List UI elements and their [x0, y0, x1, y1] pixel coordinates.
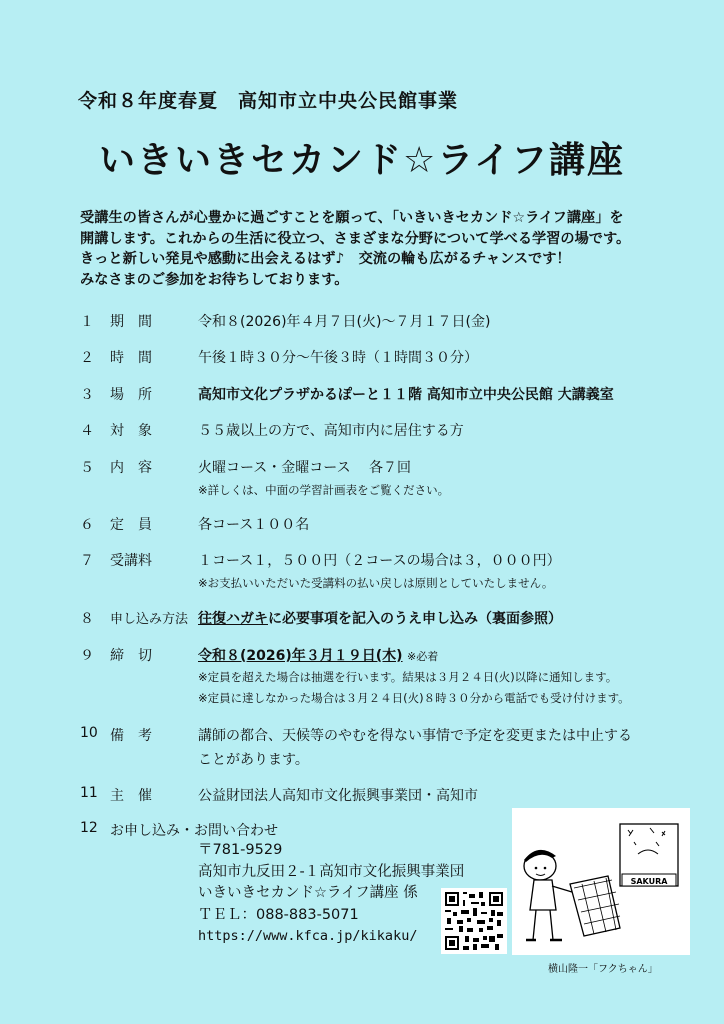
- item-value: 令和８(2026)年４月７日(火)～７月１７日(金): [198, 314, 491, 330]
- item-value-text: 講師の都合、天候等のやむを得ない事情で予定を変更または中止する: [198, 728, 632, 744]
- item-note: ※定員を超えた場合は抽選を行います。結果は３月２４日(火)以降に通知します。: [198, 670, 618, 684]
- item-value-text: 火曜コース・金曜コース 各７回: [198, 460, 412, 476]
- deadline-note: ※必着: [407, 650, 439, 663]
- return-postcard-text: 往復ハガキ: [198, 611, 268, 627]
- fukuchan-illustration: [512, 808, 690, 955]
- item-note: ※詳しくは、中面の学習計画表をご覧ください。: [198, 483, 450, 497]
- office-name: いきいきセカンド☆ライフ講座 係: [198, 885, 418, 901]
- item-label: 時 間: [110, 350, 152, 366]
- event-subtitle: 令和８年度春夏 高知市立中央公民館事業: [78, 90, 459, 112]
- intro-paragraph: [80, 208, 680, 290]
- deadline-date: 令和８(2026)年３月１９日(木): [198, 648, 403, 664]
- item-value-text: １コース１，５００円（２コースの場合は３，０００円）: [198, 553, 561, 569]
- intro-line: 開講します。これからの生活に役立つ、さまざまな分野について学べる学習の場です。: [80, 230, 631, 247]
- item-number: 11: [80, 785, 98, 801]
- item-value: ５５歳以上の方で、高知市内に居住する方: [198, 423, 464, 439]
- item-label: 主 催: [110, 788, 152, 804]
- item-label: 受講料: [110, 553, 152, 569]
- sign-text: SAKURA: [630, 877, 668, 886]
- intro-line: きっと新しい発見や感動に出会えるはず♪ 交流の輪も広がるチャンスです！: [80, 251, 571, 267]
- item-value: 各コース１００名: [198, 517, 310, 533]
- item-label: 期 間: [110, 314, 152, 330]
- item-number: ９: [80, 648, 94, 664]
- item-label: 定 員: [110, 517, 152, 533]
- item-label: 備 考: [110, 728, 152, 744]
- item-number: ４: [80, 423, 94, 439]
- item-number: ６: [80, 517, 94, 533]
- item-label: 対 象: [110, 423, 152, 439]
- item-number: １: [80, 314, 94, 330]
- item-number: ３: [80, 387, 94, 403]
- item-value: [198, 725, 632, 769]
- item-number: ５: [80, 460, 94, 476]
- illustration-caption: 横山隆一「フクちゃん」: [548, 964, 658, 975]
- item-label: お申し込み・お問い合わせ: [110, 823, 278, 839]
- item-value-text: ことがあります。: [198, 752, 309, 768]
- item-value: [198, 550, 561, 591]
- page-title: いきいきセカンド☆ライフ講座: [98, 140, 626, 181]
- qr-code-icon: [441, 888, 507, 954]
- item-number: ２: [80, 350, 94, 366]
- address: 高知市九反田２-１高知市文化振興事業団: [198, 863, 465, 880]
- item-note: ※お支払いいただいた受講料の払い戻しは原則としていたしません。: [198, 576, 554, 590]
- item-label: 場 所: [110, 387, 152, 403]
- contact-block: [198, 840, 464, 948]
- item-value: [198, 608, 562, 628]
- phone-number: ＴＥＬ：088-883-5071: [198, 906, 359, 923]
- item-number: ７: [80, 553, 94, 569]
- item-note: ※定員に達しなかった場合は３月２４日(火)８時３０分から電話でも受け付けます。: [198, 691, 630, 705]
- item-value: 高知市文化プラザかるぽーと１１階 高知市立中央公民館 大講義室: [198, 387, 614, 403]
- intro-line: みなさまのご参加をお待ちしております。: [80, 271, 349, 288]
- item-number: 12: [80, 820, 98, 836]
- item-label: 締 切: [110, 648, 152, 664]
- item-value-rest: に必要事項を記入のうえ申し込み（裏面参照）: [268, 611, 562, 627]
- item-value: 午後１時３０分～午後３時（１時間３０分）: [198, 350, 478, 366]
- website-link[interactable]: https://www.kfca.jp/kikaku/: [198, 928, 418, 944]
- item-value: [198, 457, 449, 498]
- item-label: 内 容: [110, 460, 152, 476]
- intro-line: 受講生の皆さんが心豊かに過ごすことを願って、「いきいきセカンド☆ライフ講座」を: [80, 210, 624, 226]
- item-value: 公益財団法人高知市文化振興事業団・高知市: [198, 788, 478, 804]
- item-label: 申し込み方法: [110, 612, 189, 627]
- item-number: 10: [80, 725, 98, 741]
- postal-code: 〒781-9529: [198, 842, 283, 858]
- item-value: [198, 645, 630, 706]
- item-number: ８: [80, 611, 94, 627]
